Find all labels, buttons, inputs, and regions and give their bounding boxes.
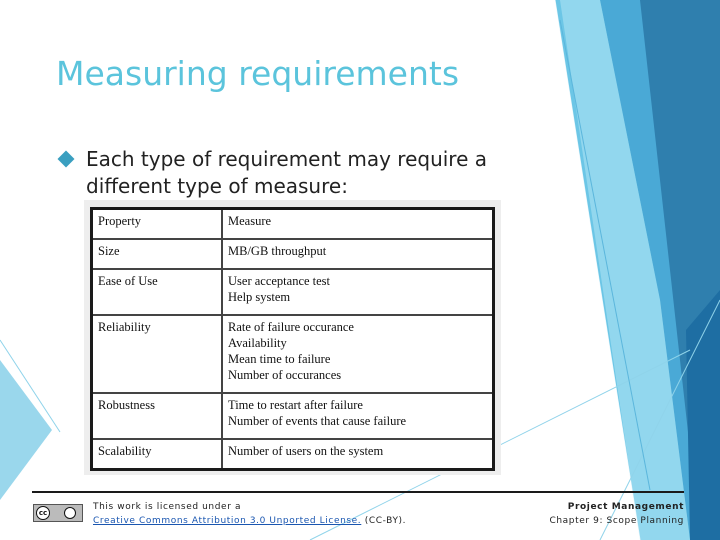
table-row [92, 439, 494, 469]
row-measure [222, 439, 494, 469]
row-property: Robustness [92, 393, 223, 439]
measure-line: User acceptance test [228, 273, 331, 288]
license-prefix: This work is licensed under a [93, 502, 242, 512]
measure-line: Rate of failure occurance [228, 319, 354, 334]
table-row [92, 315, 494, 393]
header-property: Property [92, 209, 223, 239]
table-row [92, 393, 494, 439]
row-measure [222, 393, 494, 439]
row-property: Ease of Use [92, 269, 223, 315]
measure-line: Number of occurances [228, 367, 342, 382]
license-link[interactable]: Creative Commons Attribution 3.0 Unported License. [93, 516, 362, 526]
cc-by-icon [64, 507, 76, 519]
license-suffix: (CC-BY). [364, 516, 407, 526]
header-measure: Measure [222, 209, 494, 239]
footer-divider [32, 491, 684, 493]
cc-logo-icon: cc [36, 506, 50, 520]
table-row [92, 269, 494, 315]
bullet-text: Each type of requirement may require a different type of measure: [86, 147, 488, 198]
bullet-item [56, 146, 526, 200]
row-property: Scalability [92, 439, 223, 469]
row-property: Reliability [92, 315, 223, 393]
measure-line: Number of users on the system [228, 444, 384, 459]
course-info [549, 500, 684, 528]
measure-line: Number of events that cause failure [228, 414, 407, 429]
requirements-table [90, 207, 495, 471]
license-line [93, 514, 406, 528]
measure-line: Availability [228, 335, 287, 350]
measure-line: Mean time to failure [228, 351, 331, 366]
course-title: Project Management [567, 502, 684, 512]
slide-title: Measuring requirements [56, 54, 460, 93]
row-measure [222, 269, 494, 315]
chapter-label: Chapter 9: Scope Planning [549, 516, 684, 526]
diamond-bullet-icon [58, 151, 75, 168]
license-notice [93, 500, 406, 528]
row-measure [222, 315, 494, 393]
row-measure [222, 239, 494, 269]
table-row [92, 239, 494, 269]
requirements-table-image [84, 200, 501, 475]
measure-line: MB/GB throughput [228, 243, 327, 258]
measure-line: Help system [228, 289, 291, 304]
creative-commons-icon[interactable] [33, 504, 83, 522]
measure-line: Time to restart after failure [228, 398, 363, 413]
row-property: Size [92, 239, 223, 269]
table-header-row [92, 209, 494, 239]
